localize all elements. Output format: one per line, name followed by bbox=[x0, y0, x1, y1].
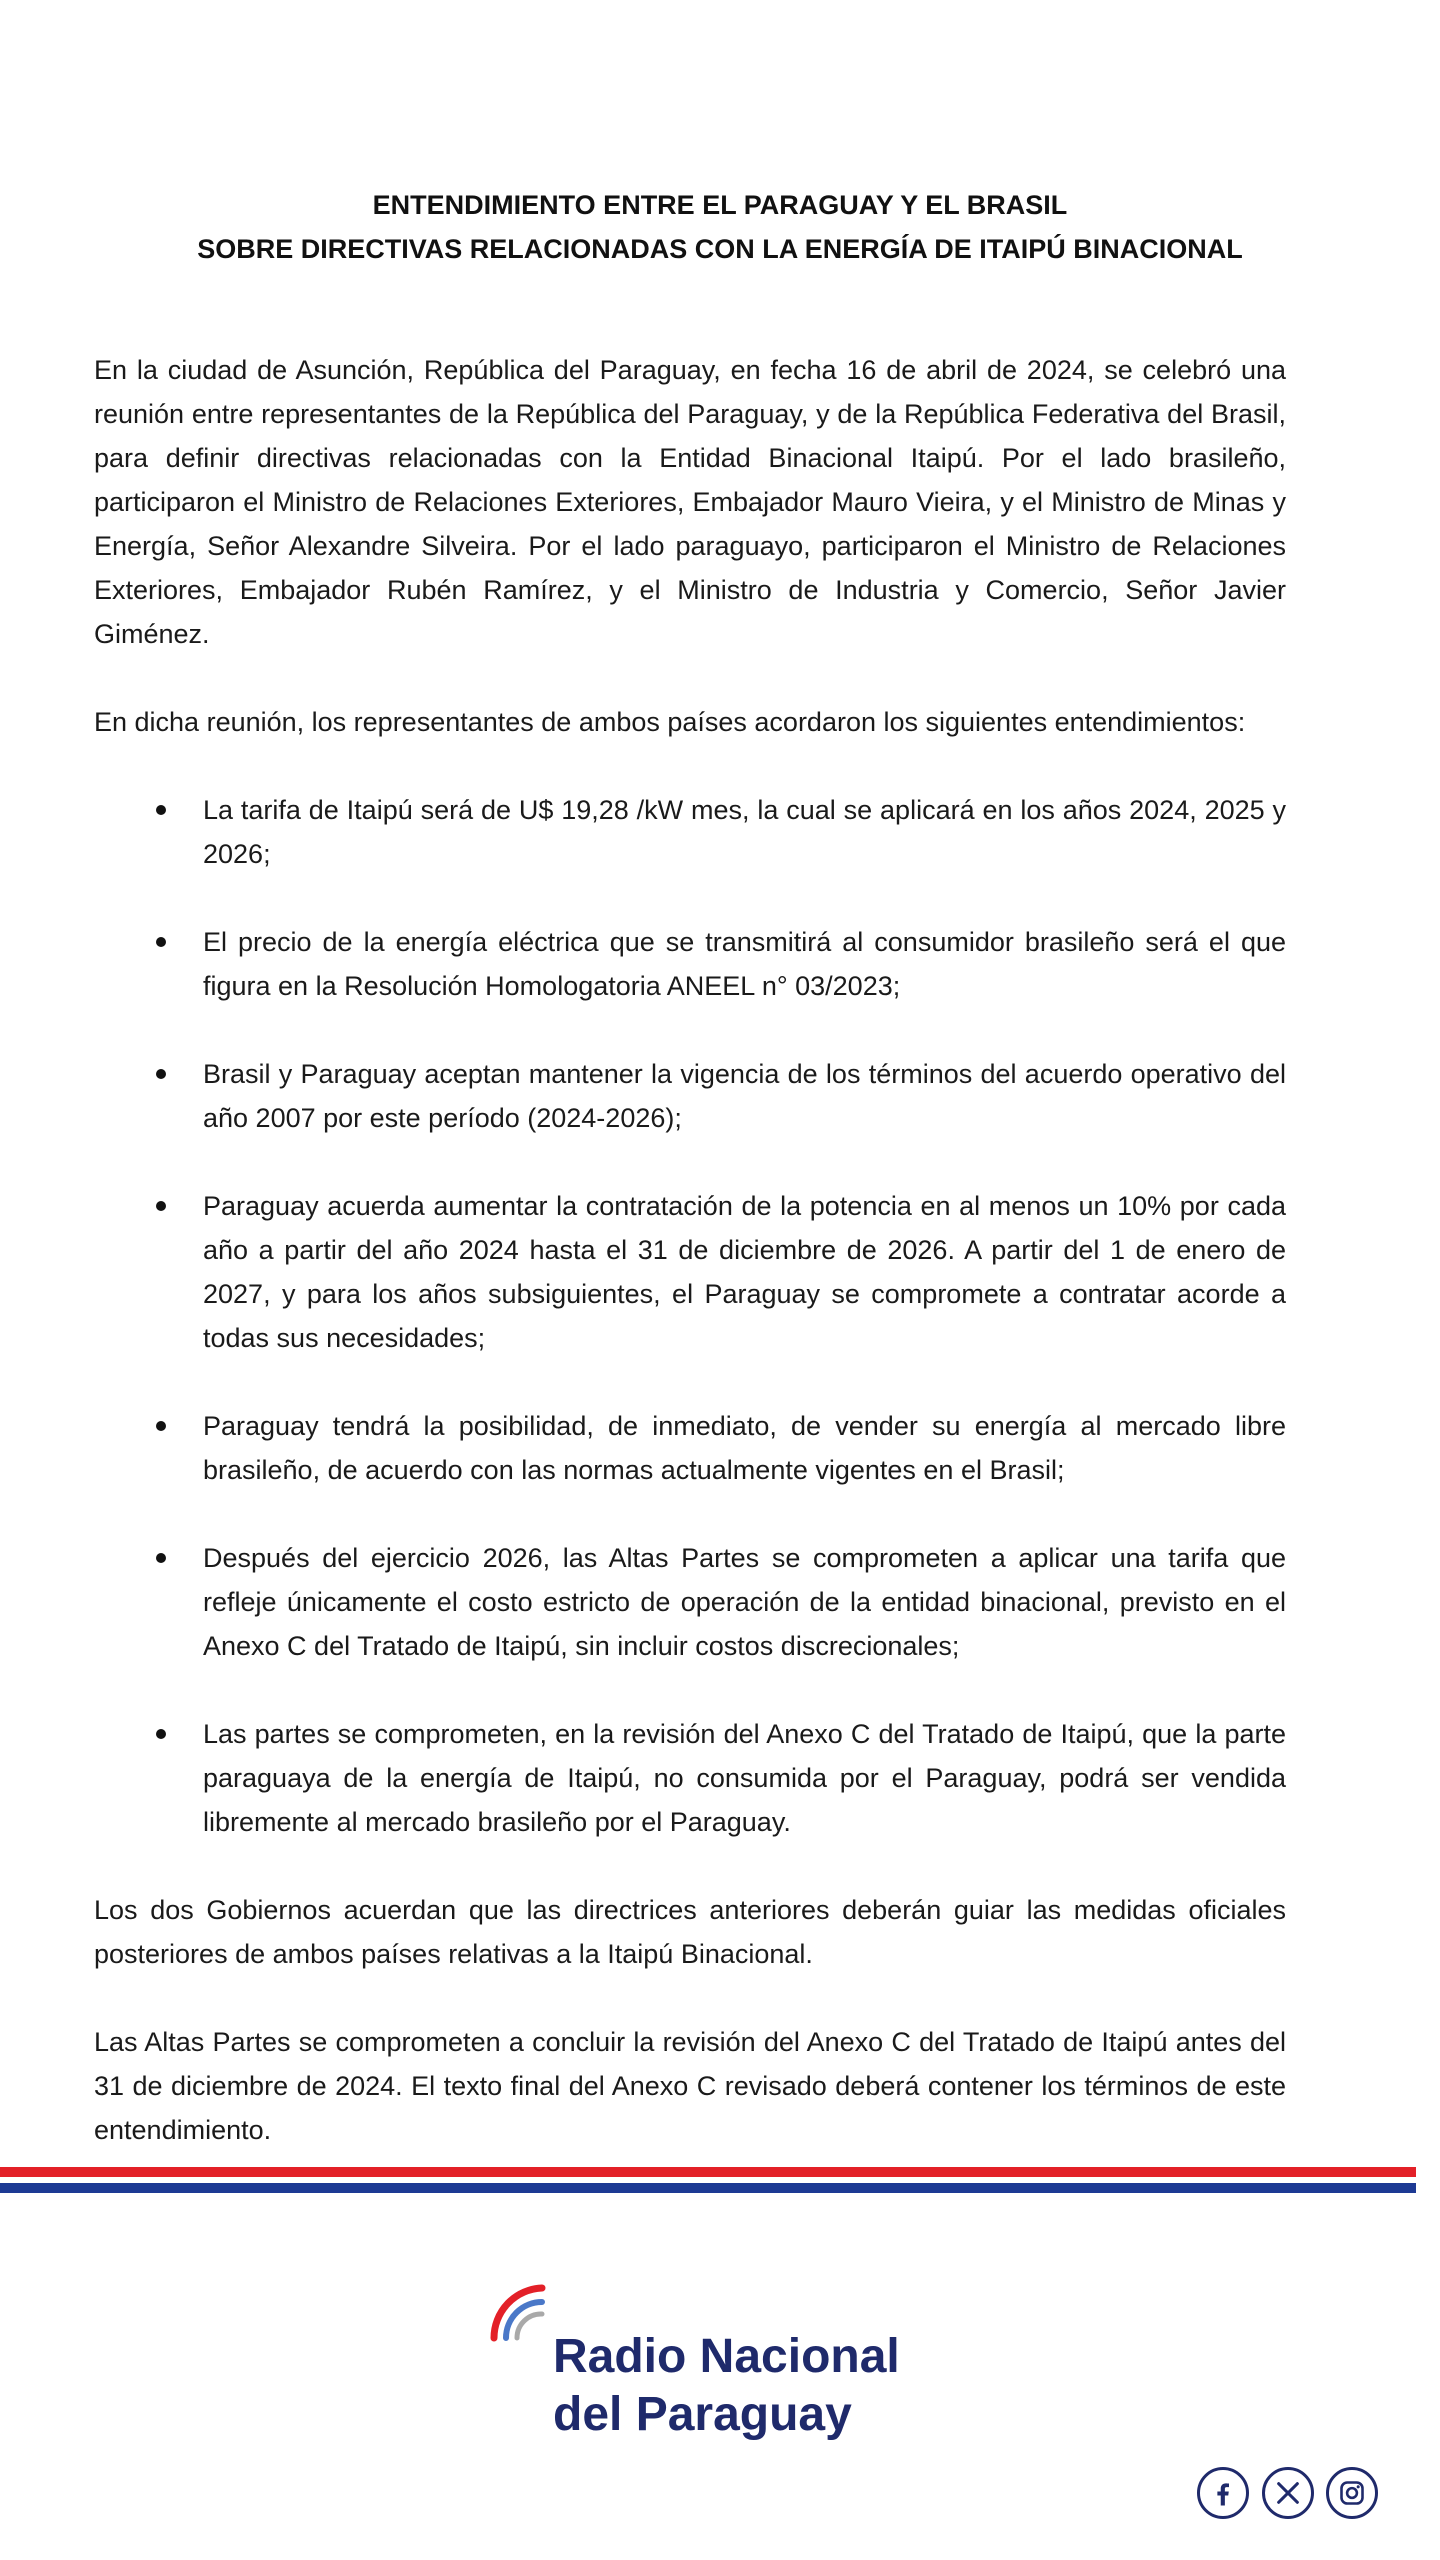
bullet-icon bbox=[156, 805, 166, 815]
bullet-icon bbox=[156, 1201, 166, 1211]
instagram-icon[interactable] bbox=[1326, 2467, 1378, 2519]
radio-waves-icon bbox=[490, 2276, 560, 2346]
list-item bbox=[94, 1052, 1286, 1140]
facebook-icon[interactable] bbox=[1197, 2467, 1249, 2519]
list-item bbox=[94, 1536, 1286, 1668]
list-item-text: Las partes se comprometen, en la revisión del Anexo C del Tratado de Itaipú, que la parte paraguaya de la energía de Itaipú, no consumida por el Paraguay, podrá ser vendida libremente al mercado brasileño por el Paraguay. bbox=[203, 1719, 1286, 1837]
list-item bbox=[94, 1184, 1286, 1360]
bullet-icon bbox=[156, 1069, 166, 1079]
agreement-intro-paragraph: En dicha reunión, los representantes de ambos países acordaron los siguientes entendimientos: bbox=[94, 707, 1246, 737]
bullet-icon bbox=[156, 937, 166, 947]
logo-line-1: Radio Nacional bbox=[553, 2330, 900, 2383]
bullet-icon bbox=[156, 1729, 166, 1739]
list-item bbox=[94, 788, 1286, 876]
bullet-icon bbox=[156, 1421, 166, 1431]
red-stripe bbox=[0, 2167, 1416, 2177]
list-item-text: Después del ejercicio 2026, las Altas Partes se comprometen a aplicar una tarifa que refleje únicamente el costo estricto de operación de la entidad binacional, previsto en el Anexo C del Tratado de Itaipú, sin incluir costos discrecionales; bbox=[203, 1543, 1286, 1661]
list-item-text: El precio de la energía eléctrica que se transmitirá al consumidor brasileño será el que figura en la Resolución Homologatoria ANEEL n° 03/2023; bbox=[203, 927, 1286, 1001]
governments-paragraph: Los dos Gobiernos acuerdan que las directrices anteriores deberán guiar las medidas oficiales posteriores de ambos países relativas a la Itaipú Binacional. bbox=[94, 1895, 1286, 1969]
closing-paragraph: Las Altas Partes se comprometen a concluir la revisión del Anexo C del Tratado de Itaipú antes del 31 de diciembre de 2024. El texto final del Anexo C revisado deberá contener los términos de este entendimiento. bbox=[94, 2027, 1286, 2145]
radio-nacional-logo bbox=[553, 2328, 900, 2444]
list-item-text: La tarifa de Itaipú será de U$ 19,28 /kW mes, la cual se aplicará en los años 2024, 2025 y 2026; bbox=[203, 795, 1286, 869]
agreements-list bbox=[94, 788, 1286, 1844]
list-item bbox=[94, 1404, 1286, 1492]
bullet-icon bbox=[156, 1553, 166, 1563]
blue-stripe bbox=[0, 2183, 1416, 2193]
list-item-text: Paraguay tendrá la posibilidad, de inmediato, de vender su energía al mercado libre brasileño, de acuerdo con las normas actualmente vigentes en el Brasil; bbox=[203, 1411, 1286, 1485]
intro-paragraph: En la ciudad de Asunción, República del Paraguay, en fecha 16 de abril de 2024, se celebró una reunión entre representantes de la República del Paraguay, y de la República Federativa del Brasil, para definir directivas relacionadas con la Entidad Binacional Itaipú. Por el lado brasileño, participaron el Ministro de Relaciones Exteriores, Embajador Mauro Vieira, y el Ministro de Minas y Energía, Señor Alexandre Silveira. Por el lado paraguayo, participaron el Ministro de Relaciones Exteriores, Embajador Rubén Ramírez, y el Ministro de Industria y Comercio, Señor Javier Giménez. bbox=[94, 355, 1286, 649]
x-icon[interactable] bbox=[1262, 2467, 1314, 2519]
logo-line-2: del Paraguay bbox=[553, 2388, 852, 2441]
document-body bbox=[94, 348, 1286, 2152]
title-line-1: ENTENDIMIENTO ENTRE EL PARAGUAY Y EL BRASIL bbox=[372, 190, 1068, 220]
list-item bbox=[94, 1712, 1286, 1844]
title-line-2: SOBRE DIRECTIVAS RELACIONADAS CON LA ENERGÍA DE ITAIPÚ BINACIONAL bbox=[197, 234, 1243, 264]
list-item-text: Brasil y Paraguay aceptan mantener la vigencia de los términos del acuerdo operativo del año 2007 por este período (2024-2026); bbox=[203, 1059, 1286, 1133]
list-item-text: Paraguay acuerda aumentar la contratación de la potencia en al menos un 10% por cada año a partir del año 2024 hasta el 31 de diciembre de 2026. A partir del 1 de enero de 2027, y para los años subsiguientes, el Paraguay se compromete a contratar acorde a todas sus necesidades; bbox=[203, 1191, 1286, 1353]
list-item bbox=[94, 920, 1286, 1008]
document-title bbox=[0, 183, 1440, 271]
